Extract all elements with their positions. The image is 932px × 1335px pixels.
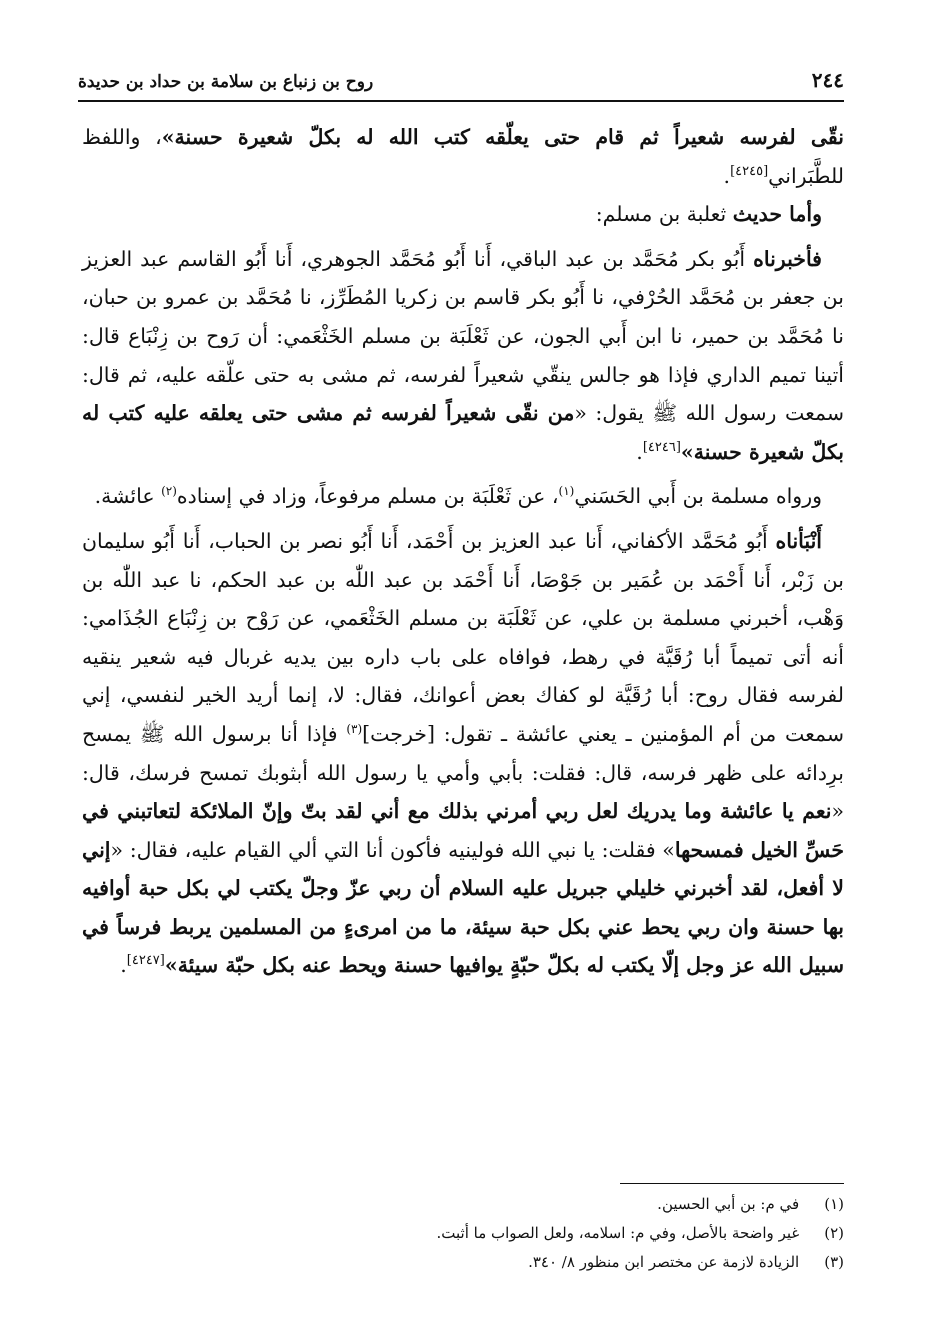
paragraph-4-text-c: عائشة.	[94, 484, 162, 509]
paragraph-5-end: .	[120, 953, 127, 978]
paragraph-3-text: أَبُو بكر مُحَمَّد بن عبد الباقي، أَنا أَبُو مُحَمَّد الجوهري، أَنا أَبُو القاسم عبد العزيز بن جعفر بن مُحَمَّد الحُرْفي، نا أَبُو بكر قاسم بن زكريا المُطَرِّز، نا مُحَمَّد بن عمرو بن حبان، نا مُحَمَّد بن حمير، نا ابن أَبي الجون، عن ثَعْلَبَة بن مسلم الخَثْعَمي: أن رَوح بن زِنْبَاع قال: أتينا تميم الداري فإذا هو جالس ينقّي شعيراً لفرسه، ثم مشى به حتى علّقه عليه، ثم قال: سمعت رسول الله ﷺ يقول: «	[82, 246, 845, 426]
footnote-number: (٢)	[824, 1224, 844, 1242]
footnote-ref-1: (١)	[558, 484, 575, 499]
footnote-text: في م: بن أبي الحسين.	[657, 1195, 800, 1213]
header-rule	[78, 100, 844, 102]
paragraph-1-quote: نقّى لفرسه شعيراً ثم قام حتى يعلّقه كتب الله له بكلّ شعيرة حسنة»	[161, 125, 844, 149]
footnote-number: (١)	[824, 1195, 844, 1213]
page-number: ٢٤٤	[811, 68, 844, 92]
paragraph-3-end: .	[636, 439, 643, 464]
footnote-ref-3: (٣)	[346, 722, 363, 737]
footnote-1	[82, 1190, 844, 1219]
paragraph-5	[82, 522, 844, 985]
hadith-ref-4245: [٤٢٤٥]	[730, 163, 769, 179]
paragraph-3-lead: فأخبرناه	[753, 246, 822, 271]
paragraph-4	[82, 477, 844, 516]
paragraph-5-lead: أَنْبَأناه	[775, 528, 822, 553]
hadith-ref-4246: [٤٢٤٦]	[642, 439, 681, 455]
footnote-number: (٣)	[824, 1253, 844, 1271]
paragraph-3	[82, 240, 844, 472]
paragraph-5-text: أَبُو مُحَمَّد الأكفاني، أَنا عبد العزيز بن أَحْمَد، أَنا أَبُو نصر بن الحباب، أَنا أَبُو سليمان بن زَبْر، أَنا أَحْمَد بن عُمَير بن جَوْصَا، أَنا أَحْمَد بن عبد اللّٰه بن عبد الحكم، نا عبد اللّٰه بن وَهْب، أخبرني مسلمة بن علي، عن ثَعْلَبَة بن مسلم الخَثْعَمي، عن رَوْح بن زِنْبَاع الجُذَامي: أنه أتى تميماً أبا رُقَيَّة في رهط، فوافاه على باب داره بين يديه غربال فيه شعير ينقيه لفرسه فقال روح: أبا رُقَيَّة لو كفاك بعض أعوانك، فقال: لا، إنما أريد الخير لنفسي، إني سمعت من أم المؤمنين ـ يعني عائشة ـ تقول: [خرجت]	[82, 528, 844, 746]
paragraph-5-text-2: فإذا أنا برسول الله ﷺ يمسح برِدائه على ظهر فرسه، قال: فقلت: بأبي وأمي يا رسول الله أبثوبك تمسح فرسك، قال: «	[82, 721, 844, 824]
footnote-2	[82, 1219, 844, 1248]
footnote-ref-2: (٢)	[161, 484, 177, 499]
paragraph-2-text: ثعلبة بن مسلم:	[595, 202, 733, 227]
footnotes	[82, 1190, 844, 1277]
paragraph-2	[82, 195, 844, 234]
paragraph-4-text-b: ، عن ثَعْلَبَة بن مسلم مرفوعاً، وزاد في إسناده	[176, 484, 559, 509]
paragraph-1	[82, 118, 844, 195]
paragraph-5-text-3: » فقلت: يا نبي الله فولينيه فأكون أنا التي ألي القيام عليه، فقال: «	[110, 837, 675, 862]
paragraph-2-lead: وأما حديث	[732, 202, 822, 227]
paragraph-5-quote-1: نعم يا عائشة وما يدريك لعل ربي أمرني بذلك مع أني لقد بتّ وإنّ الملائكة لتعاتبني في حَسِّ الخيل فمسحها	[82, 799, 844, 862]
footnote-rule	[620, 1183, 844, 1184]
footnote-text: الزيادة لازمة عن مختصر ابن منظور ٨/ ٣٤٠.	[528, 1253, 800, 1271]
hadith-ref-4247: [٤٢٤٧]	[126, 953, 165, 969]
paragraph-1-text: ، واللفظ للطَّبَراني	[82, 125, 844, 188]
running-title: روح بن زنباع بن سلامة بن حداد بن حديدة	[78, 72, 374, 92]
paragraph-5-quote-2: إني لا أفعل، لقد أخبرني خليلي جبريل عليه السلام أن ربي عزّ وجلّ يكتب لي بكل حبة أوافيه بها حسنة وان ربي يحط عني بكل حبة سيئة، ما من امرىءٍ من المسلمين يربط فرساً في سبيل الله عز وجل إلّا يكتب له بكلّ حبّةٍ يوافيها حسنة ويحط عنه بكل حبّة سيئة»	[82, 837, 844, 978]
footnote-3	[82, 1248, 844, 1277]
running-header	[78, 62, 844, 96]
paragraph-3-quote: من نقّى شعيراً لفرسه ثم مشى حتى يعلقه عليه كتب له بكلّ شعيرة حسنة»	[82, 401, 844, 464]
paragraph-4-text-a: ورواه مسلمة بن أَبي الحَسَني	[574, 484, 822, 509]
paragraph-1-end: .	[723, 163, 731, 188]
main-text	[82, 118, 844, 985]
footnote-text: غير واضحة بالأصل، وفي م: اسلامه، ولعل الصواب ما أثبت.	[436, 1224, 800, 1242]
